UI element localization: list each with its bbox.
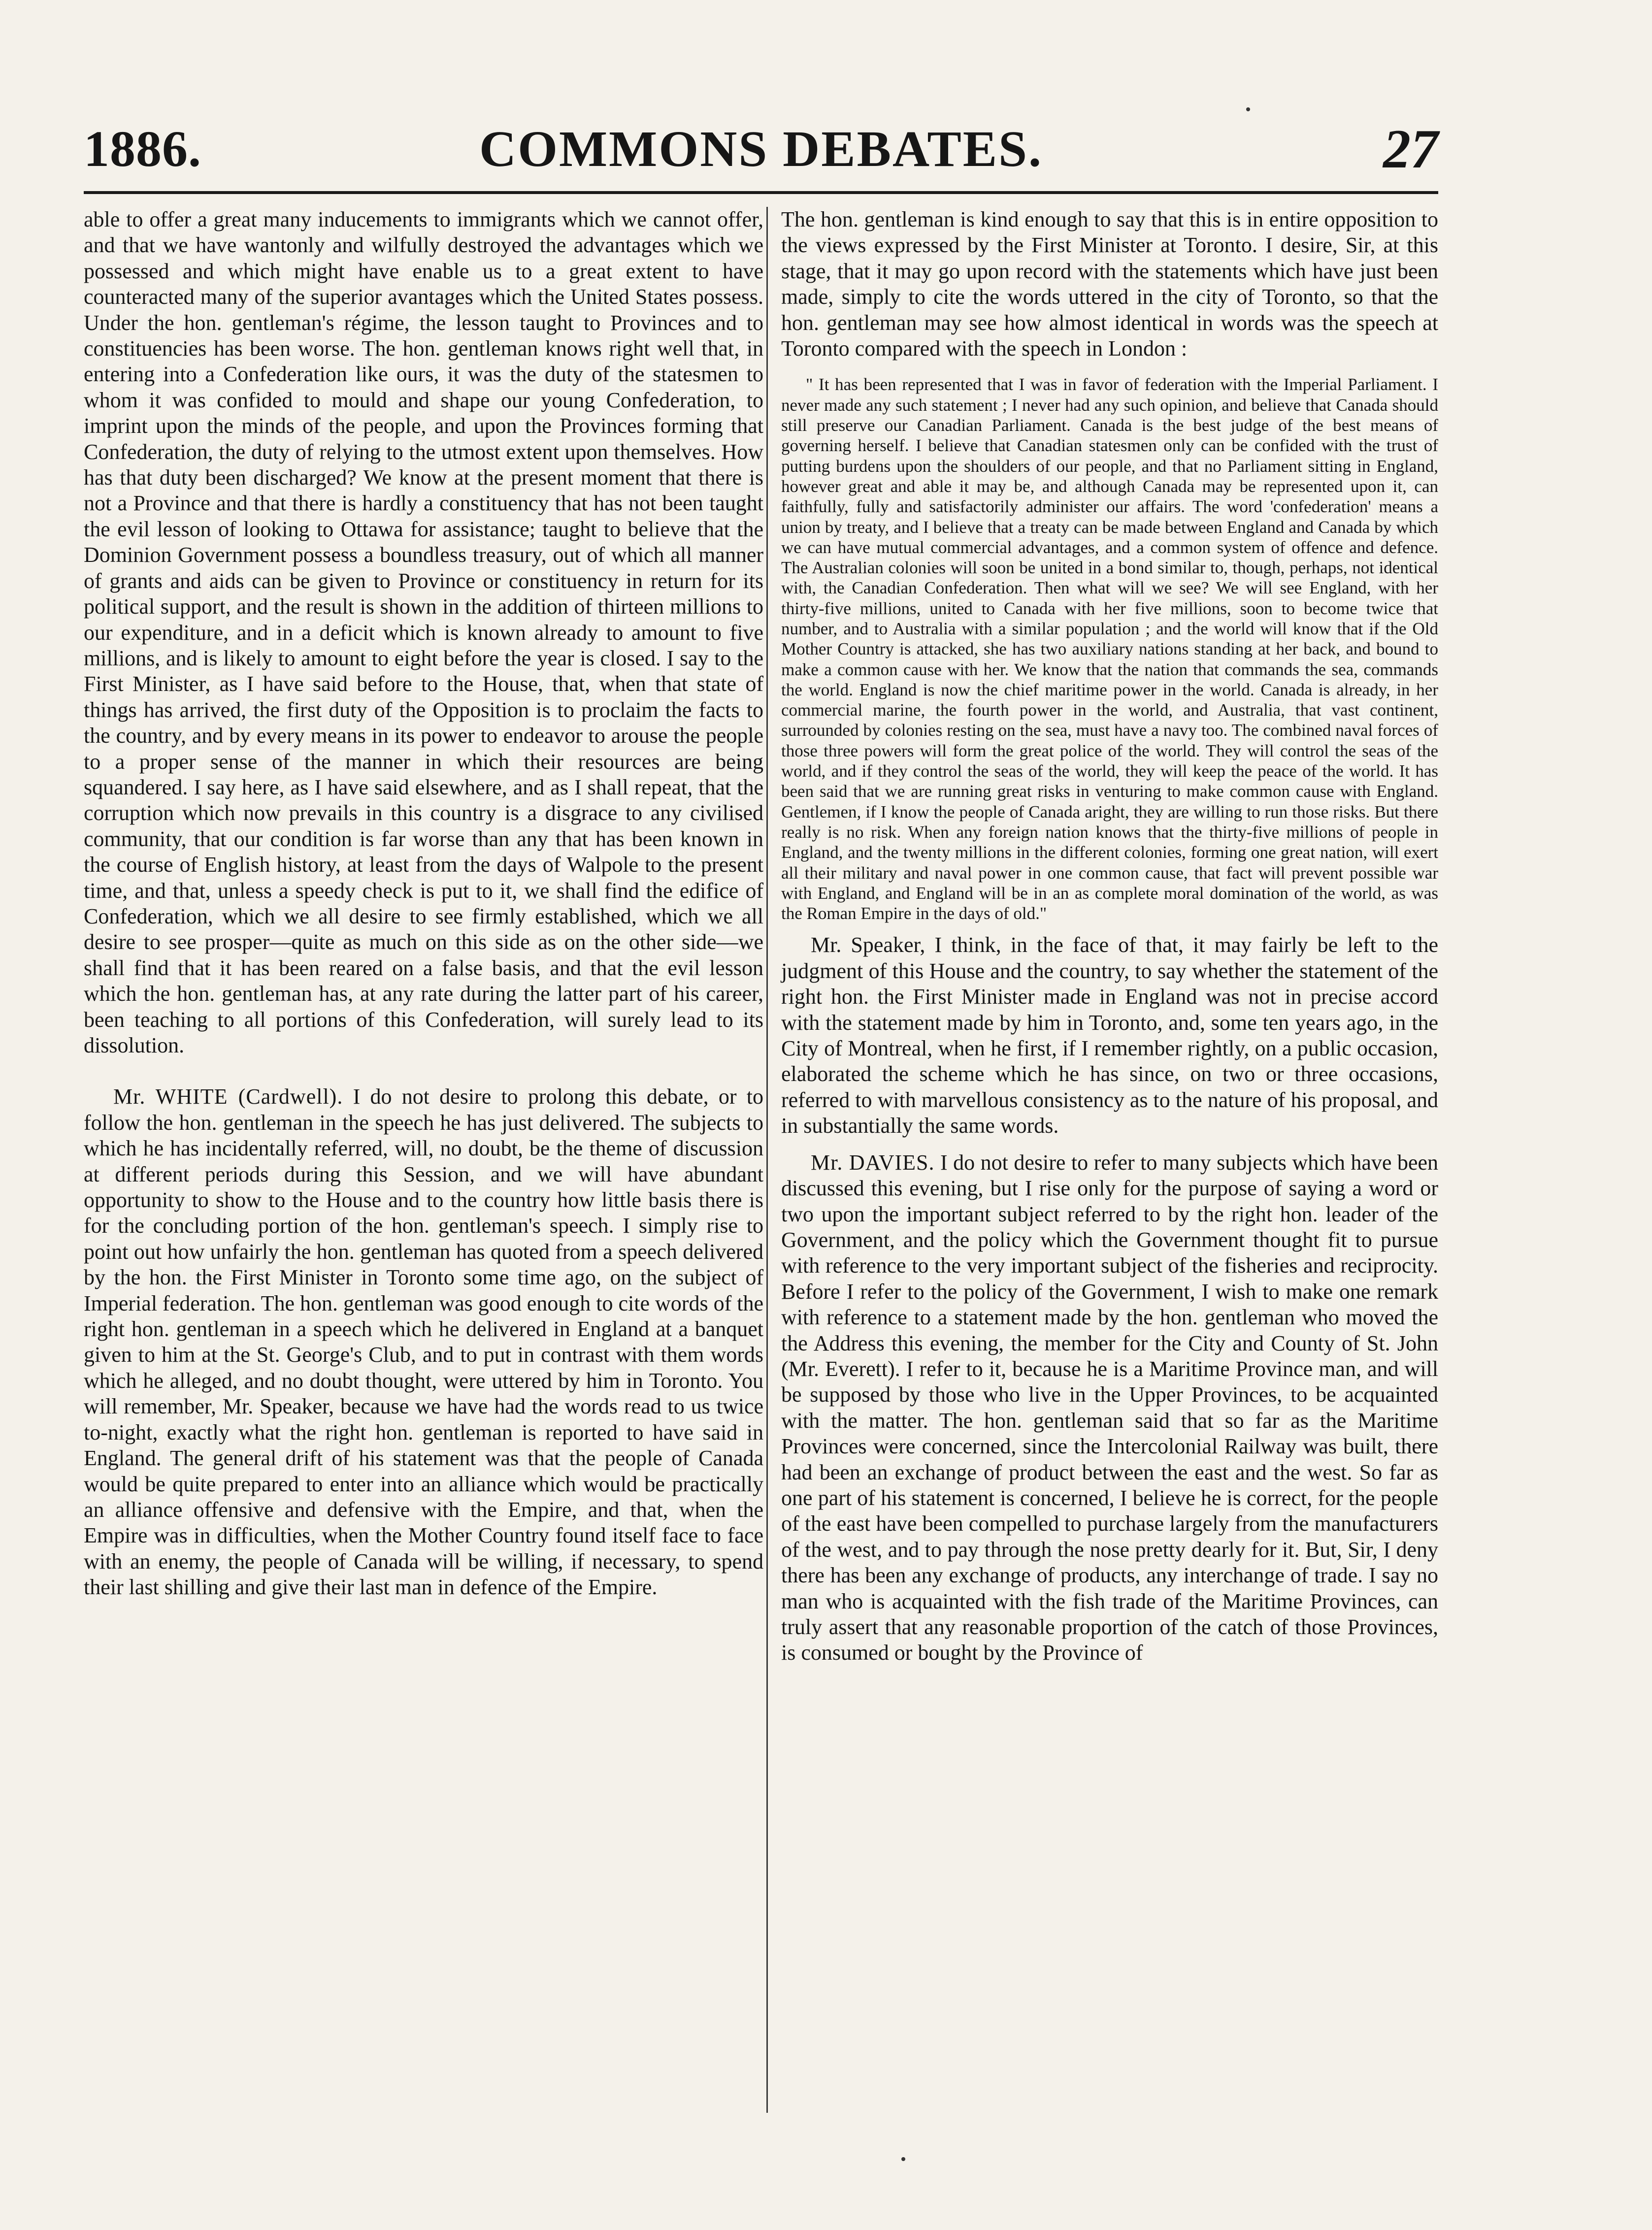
header-page-number: 27 — [1383, 119, 1438, 180]
ink-speck — [1246, 107, 1250, 111]
header-year: 1886. — [84, 121, 201, 177]
toronto-speech-quote: " It has been represented that I was in favor of federation with the Imperial Parliament. I never made any such statement ; I never had any such opinion, and believe that Canada should still preserve our Canadian Parliament. Canada is the best judge of the best means of governing herself. I believe that Canadian statesmen only can be confided with the trust of putting burdens upon the shoulders of our people, and that no Parliament sitting in England, however great and able it may be, and although Canada may be represented upon it, can faithfully, fully and satisfactorily administer our affairs. The word 'confederation' means a union by treaty, and I believe that a treaty can be made between England and Canada by which we can have mutual commercial advantages, and a common system of offence and defence. The Australian colonies will soon be united in a bond similar to, though, perhaps, not identical with, the Canadian Confederation. Then what will we see? We will see England, with her thirty-five millions, united to Canada with her five millions, soon to become twice that number, and to Australia with a similar population ; and the world will know that if the Old Mother Country is attacked, she has two auxiliary nations standing at her back, and bound to make a common cause with her. We know that the nation that commands the sea, commands the world. England is now the chief maritime power in the world. Canada is already, in her commercial marine, the fourth power in the world, and Australia, that vast continent, surrounded by colonies resting on the sea, must have a navy too. The combined naval forces of those three powers will form the great police of the world. They will control the seas of the world, and if they control the seas of the world, they will keep the peace of the world. It has been said that we are running great risks in venturing to make common cause with England. Gentlemen, if I know the people of Canada aright, they are willing to run those risks. But there really is no risk. When any foreign nation knows that the thirty-five millions of people in England, and the twenty millions in the different colonies, forming one great nation, will exert all their military and naval power in one common cause, that fact will prevent possible war with England, and England will be in an as complete moral domination of the world, as was the Roman Empire in the days of old." — [781, 375, 1438, 923]
right-column — [781, 207, 1438, 1666]
header-rule — [84, 191, 1438, 194]
right-paragraph-3 — [781, 1150, 1438, 1666]
header-title: COMMONS DEBATES. — [479, 121, 1043, 177]
right-paragraph-2: Mr. Speaker, I think, in the face of that, it may fairly be left to the judgment of this House and the country, to say whether the statement of the right hon. the First Minister made in England was not in precise accord with the statement made by him in Toronto, and, some ten years ago, in the City of Montreal, when he first, if I remember rightly, on a public occasion, elaborated the scheme which he has since, on two or three occasions, referred to with marvellous consistency as to the nature of his proposal, and in substantially the same words. — [781, 933, 1438, 1138]
speaker-name: Mr. WHITE (Cardwell). — [113, 1084, 343, 1109]
speech-text: I do not desire to refer to many subjects which have been discussed this evening, but I rise only for the purpose of saying a word or two upon the important subject referred to by the right hon. leader of the Government, and the policy which the Government thought fit to pursue with reference to the very important subject of the fisheries and reciprocity. Before I refer to the policy of the Government, I wish to make one remark with reference to a statement made by the hon. gentleman who moved the the Address this evening, the member for the City and County of St. John (Mr. Everett). I refer to it, because he is a Maritime Province man, and will be supposed by those who live in the Upper Provinces, to be acquainted with the matter. The hon. gentleman said that so far as the Maritime Provinces were concerned, since the Intercolonial Railway was built, there had been an exchange of product between the east and the west. So far as one part of his statement is concerned, I believe he is correct, for the people of the east have been compelled to purchase largely from the manufacturers of the west, and to pay through the nose pretty dearly for it. But, Sir, I deny there has been any exchange of products, any interchange of trade. I say no man who is acquainted with the fish trade of the Maritime Provinces, can truly assert that any reasonable proportion of the catch of those Provinces, is consumed or bought by the Province of — [781, 1150, 1438, 1665]
right-paragraph-1: The hon. gentleman is kind enough to say that this is in entire opposition to the views expressed by the First Minister at Toronto. I desire, Sir, at this stage, that it may go upon record with the statements which have just been made, simply to cite the words uttered in the city of Toronto, so that the hon. gentleman may see how almost identical in words was the speech at Toronto compared with the speech in London : — [781, 207, 1438, 361]
left-paragraph-1: able to offer a great many inducements to immigrants which we cannot offer, and that we have wantonly and wilfully destroyed the advantages which we possessed and which might have enable us to a great extent to have counteracted many of the superior avantages which the United States possess. Under the hon. gentleman's régime, the lesson taught to Provinces and to constituencies has been worse. The hon. gentleman knows right well that, in entering into a Confederation like ours, it was the duty of the statesmen to whom it was confided to mould and shape our young Confederation, to imprint upon the minds of the people, and upon the Provinces forming that Confederation, the duty of relying to the utmost extent upon themselves. How has that duty been discharged? We know at the present moment that there is not a Province and that there is hardly a constituency that has not been taught the evil lesson of looking to Ottawa for assistance; taught to believe that the Dominion Government possess a boundless treasury, out of which all manner of grants and aids can be given to Province or constituency in return for its political support, and the result is shown in the addition of thirteen millions to our expenditure, and in a deficit which is known already to amount to five millions, and is likely to amount to eight before the year is closed. I say to the First Minister, as I have said before to the House, that, when that state of things has arrived, the first duty of the Opposition is to proclaim the facts to the country, and by every means in its power to endeavor to arouse the people to a proper sense of the manner in which their resources are being squandered. I say here, as I have said elsewhere, and as I shall repeat, that the corruption which now prevails in this country is a disgrace to any civilised community, that our condition is far worse than any that has been known in the course of English history, at least from the days of Walpole to the present time, and that, unless a speedy check is put to it, we shall find the edifice of Confederation, which we all desire to see firmly established, which we all desire to see prosper—quite as much on this side as on the other side—we shall find that it has been reared on a false basis, and that the evil lesson which the hon. gentleman has, at any rate during the latter part of his career, been teaching to all portions of this Confederation, will surely lead to its dissolution. — [84, 207, 763, 1057]
left-column — [84, 207, 763, 1601]
ink-speck — [901, 2157, 905, 2161]
column-divider — [766, 207, 768, 2113]
page-header — [84, 111, 1438, 185]
speech-text: I do not desire to prolong this debate, or to follow the hon. gentleman in the speech he has just delivered. The subjects to which he has incidentally referred, will, no doubt, be the theme of discussion at different periods during this Session, and we will have abundant opportunity to show to the House and to the country how little basis there is for the concluding portion of the hon. gentleman's speech. I simply rise to point out how unfairly the hon. gentleman has quoted from a speech delivered by the hon. the First Minister in Toronto some time ago, on the subject of Imperial federation. The hon. gentleman was good enough to cite words of the right hon. gentleman in a speech which he delivered in England at a banquet given to him at the St. George's Club, and to put in contrast with them words which he alleged, and no doubt thought, were uttered by him in Toronto. You will remember, Mr. Speaker, because we have had the words read to us twice to-night, exactly what the right hon. gentleman is reported to have said in England. The general drift of his statement was that the people of Canada would be quite prepared to enter into an alliance which would be practically an alliance offensive and defensive with the Empire, and that, when the Empire was in difficulties, when the Mother Country found itself face to face with an enemy, the people of Canada will be willing, if necessary, to spend their last shilling and give their last man in defence of the Empire. — [84, 1084, 763, 1600]
speaker-name: Mr. DAVIES. — [811, 1150, 935, 1175]
left-paragraph-2 — [84, 1084, 763, 1600]
